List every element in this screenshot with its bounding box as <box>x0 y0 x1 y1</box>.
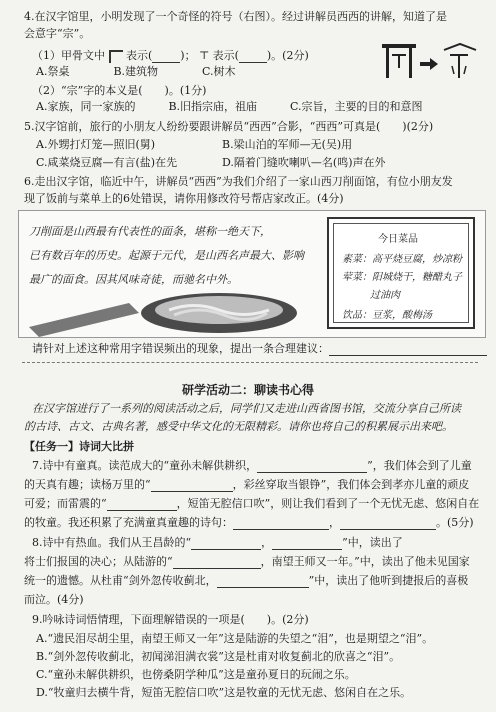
q8-blank-3[interactable] <box>173 557 261 569</box>
q5-line1: 5.汉字馆前，旅行的小朋友人纷纷要跟讲解员“西西”合影，“西西”可真是( )(2分) <box>24 120 434 133</box>
q8-blank-4[interactable] <box>217 576 309 588</box>
noodle-shop-image <box>18 210 486 338</box>
q4-sub1-options: A.祭桌 B.建筑物 C.树木 <box>36 65 236 78</box>
q9-option-b: B.“剑外忽传收蓟北，初闻涕泪满衣裳”这是杜甫对收复蓟北的欣喜之“泪”。 <box>36 650 401 663</box>
q5-option-b: B.梁山泊的军师—无(吴)用 <box>222 138 353 151</box>
q8-line2: 将士们报国的决心；从陆游的“ ，南望王师又一年。”中，读出了他未见国家 <box>24 555 470 568</box>
q7-line1: 7.诗中有童真。读范成大的“童孙未解供耕织， ”，我们体会到了儿童 <box>32 459 472 472</box>
q6-line2: 现了饭前与菜单上的6处错误，请你用修改符号帮店家改正。(4分) <box>24 192 344 205</box>
q7-line4: 的牧童。我还积累了充满童真童趣的诗句： ， 。(5分) <box>24 516 474 529</box>
q7-line2: 的天真有趣；读杨万里的“ ，彩丝穿取当银铮”，我们体会到孝亦儿童的顽皮 <box>24 478 470 491</box>
q5-option-d: D.隔着门缝吹喇叭—名(鸣)声在外 <box>222 156 386 169</box>
ad-text-line2: 已有数百年的历史。起源于元代，是山西名声最大、影响 <box>29 249 304 262</box>
roof-radical-icon <box>109 50 123 63</box>
q8-blank-1[interactable] <box>191 538 261 550</box>
q4-line1: 4.在汉字馆里，小明发现了一个奇怪的符号（右图）。经过讲解员西西的讲解，知道了是 <box>24 10 447 23</box>
activity2-title: 研学活动二：聊读书心得 <box>181 383 314 397</box>
menu-title: 今日菜品 <box>378 234 418 245</box>
q8-line1: 8.诗中有热血。我们从王昌龄的“ ， ”中，读出了 <box>32 536 403 549</box>
activity2-intro1: 在汉字馆进行了一系列的阅读活动之后，同学们又走进山西省图书馆，交流分享自己所读 <box>32 402 461 415</box>
q4-sub2-options: A.家族，同一家族的 B.旧指宗庙，祖庙 C.宗旨，主要的目的和意图 <box>36 100 423 113</box>
q6-suggestion: 请针对上述这种常用字错误频出的现象，提出一条合理建议： <box>32 342 487 356</box>
q7-blank-5[interactable] <box>340 518 436 530</box>
activity2-intro2: 的古诗、古文、古典名著，感受中华文化的无限精彩。请你也将自己的积累展示出来吧。 <box>24 420 453 433</box>
q4-line2: 会意字“宗”。 <box>24 27 91 40</box>
menu-line-1: 素菜：高平烧豆腐，炒凉粉 <box>342 254 462 265</box>
q9-option-c: C.“童孙未解供耕织，也傍桑阴学种瓜”这是童孙夏日的玩闹之乐。 <box>36 668 356 681</box>
q8-blank-2[interactable] <box>272 538 342 550</box>
q6-line1: 6.走出汉字馆，临近中午，讲解员“西西”为我们介绍了一家山西刀削面馆，有位小朋友发 <box>24 175 453 188</box>
q7-blank-2[interactable] <box>151 480 233 492</box>
q8-line4: 而泣。(4分) <box>24 593 84 606</box>
q7-blank-4[interactable] <box>233 518 329 530</box>
q8-line3: 统一的遗憾。从杜甫“剑外忽传收蓟北， ”中，读出了他听到捷报后的喜极 <box>24 574 469 587</box>
menu-line-2: 荤菜：阳城烧干，糖醋丸子 <box>342 272 462 283</box>
noodle-bowl-illustration <box>19 283 319 337</box>
q4-blank-2[interactable] <box>239 51 267 63</box>
q4-blank-1[interactable] <box>152 51 180 63</box>
q9-line1: 9.吟咏诗词悟情理，下面理解错误的一项是( )。(2分) <box>32 613 309 626</box>
menu-card <box>327 217 475 329</box>
q7-blank-3[interactable] <box>107 499 177 511</box>
q9-option-d: D.“牧童归去横牛背，短笛无腔信口吹”这是牧童的无忧无虑、悠闲自在之乐。 <box>36 686 412 699</box>
q5-option-c: C.咸菜烧豆腐—有言(盐)在先 <box>36 156 178 169</box>
answer-line <box>22 362 478 363</box>
menu-line-4: 饮品：豆浆，酸梅汤 <box>342 310 432 321</box>
menu-line-3: 过油肉 <box>370 290 400 301</box>
q4-sub2: （2）“宗”字的本义是( )。(1分) <box>32 84 207 97</box>
q7-blank-1[interactable] <box>257 461 367 473</box>
q5-option-a: A.外甥打灯笼—照旧(舅) <box>36 138 156 151</box>
q7-line3: 可爱；而雷震的“ ，短笛无腔信口吹”，则让我们看到了一个无忧无虑、悠闲自在 <box>24 497 480 510</box>
q9-option-a: A.“遗民泪尽胡尘里，南望王师又一年”这是陆游的失望之“泪”，也是期望之“泪”。 <box>36 632 434 645</box>
zong-oracle-glyph-icon <box>382 40 478 82</box>
suggestion-input[interactable] <box>329 344 487 356</box>
task1-heading: 【任务一】诗词大比拼 <box>24 440 134 453</box>
altar-radical-icon: ⊤ <box>199 49 210 62</box>
q4-sub1: （1）甲骨文中 表示( )； ⊤ 表示( )。(2分) <box>32 49 309 62</box>
ad-text-line1: 刀削面是山西最有代表性的面条，堪称一绝天下， <box>29 225 271 238</box>
ad-text-line3: 最广的面食。因其风味奇徒，而驰名中外。 <box>29 273 238 286</box>
